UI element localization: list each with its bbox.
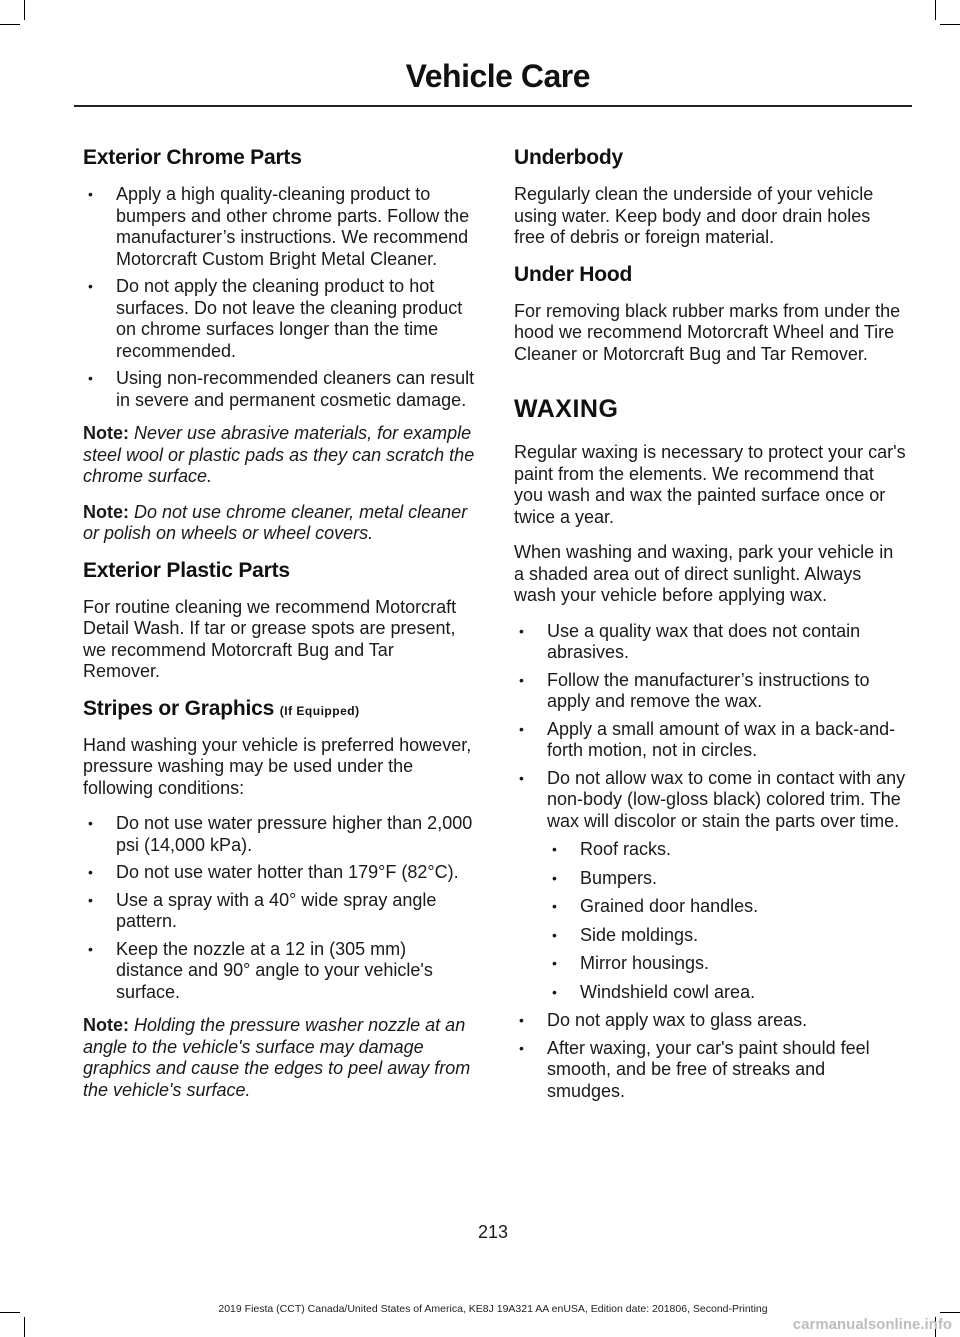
stripes-bullet-list — [83, 813, 475, 1003]
page-number: 213 — [477, 1222, 509, 1242]
section-heading-plastic: Exterior Plastic Parts — [83, 558, 290, 582]
list-item: • Do not apply the cleaning product to hot surfaces. Do not leave the cleaning product on chrome surfaces longer than the time recommended. — [83, 276, 475, 362]
watermark: carmanualsonline.info — [792, 1316, 952, 1333]
list-item: • Use a quality wax that does not contain abrasives. — [514, 621, 906, 664]
list-item: • Using non-recommended cleaners can result in severe and permanent cosmetic damage. — [83, 368, 475, 411]
sub-list-item: • Windshield cowl area. — [547, 982, 906, 1004]
note — [83, 1015, 475, 1101]
crop-mark — [0, 24, 20, 25]
note-text: Holding the pressure washer nozzle at an angle to the vehicle's surface may damage graphics and cause the edges to peel away from the vehicle's surface. — [83, 1015, 471, 1100]
sub-list-item: • Roof racks. — [547, 839, 906, 861]
list-item-text: Do not allow wax to come in contact with any non-body (low-gloss black) colored trim. The wax will discolor or stain the parts over time. — [547, 767, 906, 831]
left-column — [83, 146, 475, 1115]
waxing-bullet-list — [514, 621, 906, 1103]
crop-mark — [940, 24, 960, 25]
paragraph: Hand washing your vehicle is preferred however, pressure washing may be used under the following conditions: — [83, 734, 472, 798]
crop-mark — [24, 1317, 25, 1337]
list-item: • Use a spray with a 40° wide spray angle pattern. — [83, 890, 475, 933]
paragraph: For removing black rubber marks from under the hood we recommend Motorcraft Wheel and Tire Cleaner or Motorcraft Bug and Tar Remover. — [514, 300, 901, 364]
note-text: Do not use chrome cleaner, metal cleaner or polish on wheels or wheel covers. — [83, 501, 468, 543]
sub-list-item: • Grained door handles. — [547, 896, 906, 918]
section-heading-chrome: Exterior Chrome Parts — [83, 146, 302, 169]
sub-list-item: • Side moldings. — [547, 925, 906, 947]
note-label: Note: — [83, 1015, 129, 1035]
section-heading-underbody: Underbody — [514, 146, 624, 169]
list-item: • After waxing, your car's paint should feel smooth, and be free of streaks and smudges. — [514, 1038, 906, 1103]
crop-mark — [935, 0, 936, 20]
crop-mark — [24, 0, 25, 20]
note-text: Never use abrasive materials, for example steel wool or plastic pads as they can scratch the chrome surface. — [83, 423, 475, 486]
paragraph: When washing and waxing, park your vehicle in a shaded area out of direct sunlight. Always wash your vehicle before applying wax. — [514, 542, 894, 605]
header-divider — [74, 105, 912, 107]
list-item: • Follow the manufacturer’s instructions to apply and remove the wax. — [514, 670, 906, 713]
paragraph: Regularly clean the underside of your vehicle using water. Keep body and door drain holes free of debris or foreign material. — [514, 184, 874, 247]
trim-sub-list — [547, 839, 906, 1003]
list-item: • Do not use water pressure higher than 2,000 psi (14,000 kPa). — [83, 813, 475, 856]
list-item: • Keep the nozzle at a 12 in (305 mm) distance and 90° angle to your vehicle's surface. — [83, 939, 475, 1004]
note — [83, 502, 475, 545]
list-item — [514, 768, 906, 1004]
if-equipped-tag: (If Equipped) — [279, 703, 360, 718]
right-column — [514, 146, 906, 1114]
paragraph: For routine cleaning we recommend Motorcraft Detail Wash. If tar or grease spots are present, we recommend Motorcraft Bug and Tar Remover. — [83, 596, 457, 681]
list-item: • Do not apply wax to glass areas. — [514, 1010, 906, 1032]
page-title: Vehicle Care — [405, 58, 590, 94]
paragraph: Regular waxing is necessary to protect your car's paint from the elements. We recommend that you wash and wax the painted surface once or twice a year. — [514, 442, 906, 527]
note — [83, 423, 475, 488]
heading-text: Stripes or Graphics — [83, 696, 275, 720]
list-item: • Apply a high quality-cleaning product to bumpers and other chrome parts. Follow the manufacturer’s instructions. We recommend Motorcraft Custom Bright Metal Cleaner. — [83, 184, 475, 270]
footer-edition-info: 2019 Fiesta (CCT) Canada/United States of America, KE8J 19A321 AA enUSA, Edition date: 201806, Second-Printing — [218, 1303, 768, 1315]
note-label: Note: — [83, 423, 129, 443]
section-heading-stripes — [83, 697, 475, 721]
list-item: • Do not use water hotter than 179°F (82°C). — [83, 862, 475, 884]
list-item: • Apply a small amount of wax in a back-and-forth motion, not in circles. — [514, 719, 906, 762]
sub-list-item: • Mirror housings. — [547, 953, 906, 975]
section-heading-waxing: WAXING — [514, 395, 619, 423]
section-heading-under-hood: Under Hood — [514, 262, 633, 286]
note-label: Note: — [83, 501, 129, 522]
chrome-bullet-list — [83, 184, 475, 411]
sub-list-item: • Bumpers. — [547, 868, 906, 890]
